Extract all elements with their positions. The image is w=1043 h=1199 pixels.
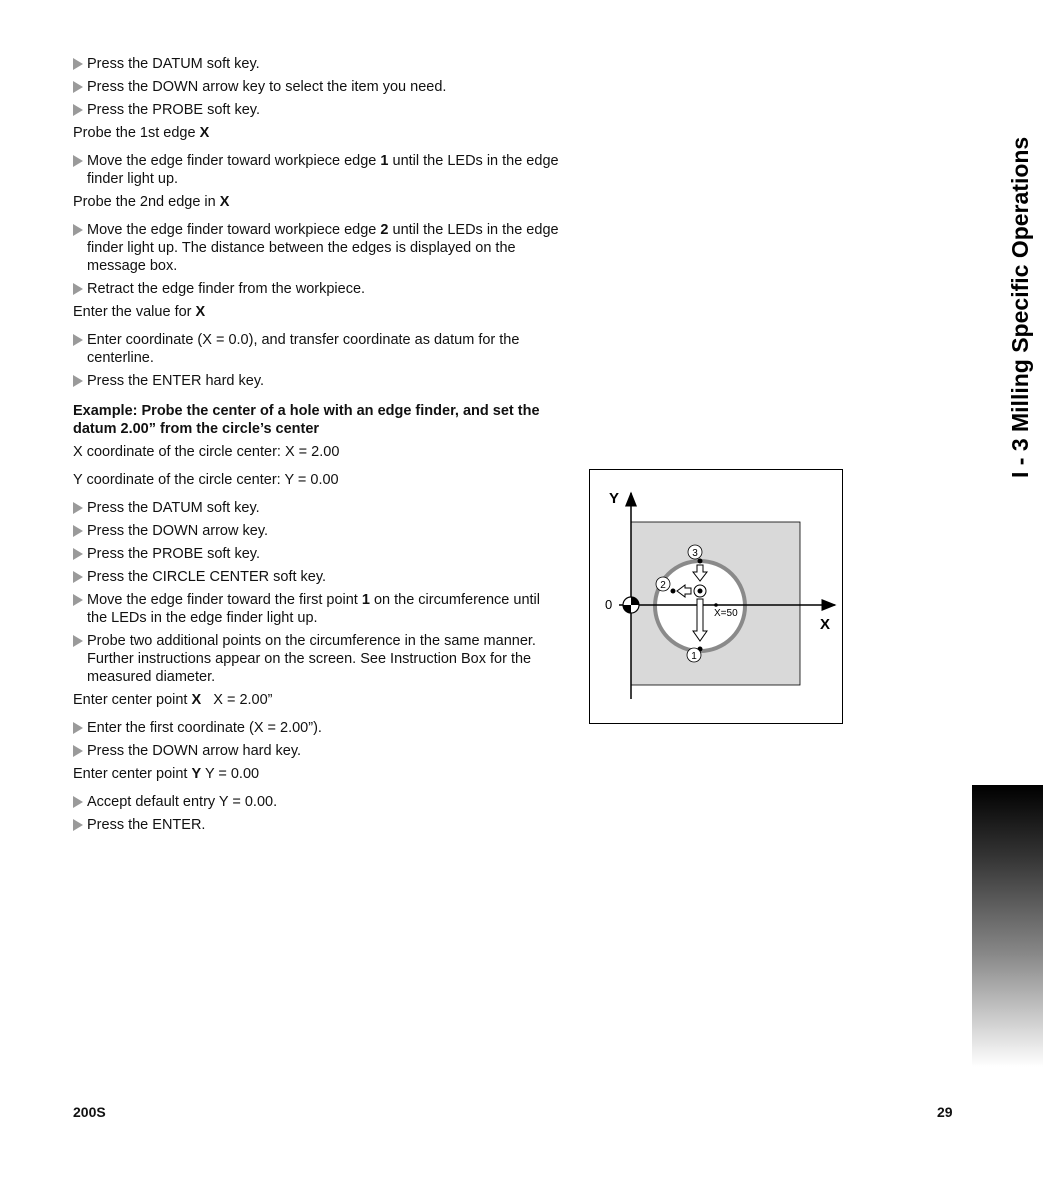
probe-point-3	[698, 559, 703, 564]
bullet-arrow-icon	[73, 334, 83, 346]
y-axis-label: Y	[609, 490, 620, 507]
enter-value-x: Enter the value for X	[73, 304, 206, 320]
point-3-label: 3	[692, 548, 698, 559]
point-1-label: 1	[691, 651, 697, 662]
x-coordinate-text: X coordinate of the circle center: X = 2.00	[73, 444, 340, 460]
bullet-arrow-icon	[73, 224, 83, 236]
bullet-arrow-icon	[73, 548, 83, 560]
footer-model: 200S	[73, 1104, 106, 1120]
example-heading: Example: Probe the center of a hole with an edge finder, and set the datum 2.00” from the circle’s center	[73, 403, 540, 437]
step-enter-coordinate: Enter coordinate (X = 0.0), and transfer coordinate as datum for the centerline.	[73, 331, 563, 367]
bullet-arrow-icon	[73, 58, 83, 70]
step-two-more-points: Probe two additional points on the circumference in the same manner. Further instructions appear on the screen. See Instruction Box for the measured diameter.	[73, 632, 563, 686]
bullet-arrow-icon	[73, 502, 83, 514]
bullet-arrow-icon	[73, 81, 83, 93]
step-press-enter-2: Press the ENTER.	[73, 816, 563, 834]
diagram-svg	[589, 469, 843, 724]
step-accept-default: Accept default entry Y = 0.00.	[73, 793, 563, 811]
origin-label: 0	[605, 597, 613, 612]
probe-second-edge: Probe the 2nd edge in X	[73, 194, 230, 210]
instruction-column	[73, 55, 563, 839]
x50-marker	[714, 603, 718, 607]
bullet-arrow-icon	[73, 594, 83, 606]
enter-center-y: Enter center point Y Y = 0.00	[73, 766, 260, 782]
step-retract: Retract the edge finder from the workpiece.	[73, 280, 563, 298]
step-press-down-2: Press the DOWN arrow key.	[73, 522, 563, 540]
step-first-point: Move the edge finder toward the first point 1 on the circumference until the LEDs in the edge finder light up.	[73, 591, 563, 627]
bullet-arrow-icon	[73, 819, 83, 831]
bullet-arrow-icon	[73, 155, 83, 167]
bullet-arrow-icon	[73, 745, 83, 757]
chapter-side-title: I - 3 Milling Specific Operations	[1007, 136, 1033, 478]
probe-point-2	[671, 589, 676, 594]
bullet-arrow-icon	[73, 722, 83, 734]
x-axis-label: X	[820, 616, 831, 633]
y-coordinate-text: Y coordinate of the circle center: Y = 0.00	[73, 472, 339, 488]
step-move-edge-1: Move the edge finder toward workpiece edge 1 until the LEDs in the edge finder light up.	[73, 152, 563, 188]
footer-page-number: 29	[937, 1104, 953, 1120]
enter-center-x: Enter center point X X = 2.00”	[73, 692, 273, 708]
step-press-circle-center: Press the CIRCLE CENTER soft key.	[73, 568, 563, 586]
center-dot	[698, 589, 703, 594]
bullet-arrow-icon	[73, 283, 83, 295]
bullet-arrow-icon	[73, 375, 83, 387]
step-press-down-hard: Press the DOWN arrow hard key.	[73, 742, 563, 760]
step-enter-first-coordinate: Enter the first coordinate (X = 2.00”).	[73, 719, 563, 737]
bullet-arrow-icon	[73, 104, 83, 116]
probe-first-edge: Probe the 1st edge X	[73, 125, 210, 141]
step-press-datum: Press the DATUM soft key.	[73, 55, 563, 73]
bullet-arrow-icon	[73, 796, 83, 808]
point-2-label: 2	[660, 580, 666, 591]
bullet-arrow-icon	[73, 635, 83, 647]
step-press-down: Press the DOWN arrow key to select the item you need.	[73, 78, 563, 96]
x-value-label: X=50	[714, 608, 738, 619]
chapter-gradient-tab	[972, 785, 1043, 1067]
step-move-edge-2: Move the edge finder toward workpiece edge 2 until the LEDs in the edge finder light up. The distance between the edges is displayed on the message box.	[73, 221, 563, 275]
step-press-probe: Press the PROBE soft key.	[73, 101, 563, 119]
step-press-datum-2: Press the DATUM soft key.	[73, 499, 563, 517]
bullet-arrow-icon	[73, 525, 83, 537]
circle-probe-diagram	[589, 469, 843, 724]
step-press-enter: Press the ENTER hard key.	[73, 372, 563, 390]
step-press-probe-2: Press the PROBE soft key.	[73, 545, 563, 563]
bullet-arrow-icon	[73, 571, 83, 583]
